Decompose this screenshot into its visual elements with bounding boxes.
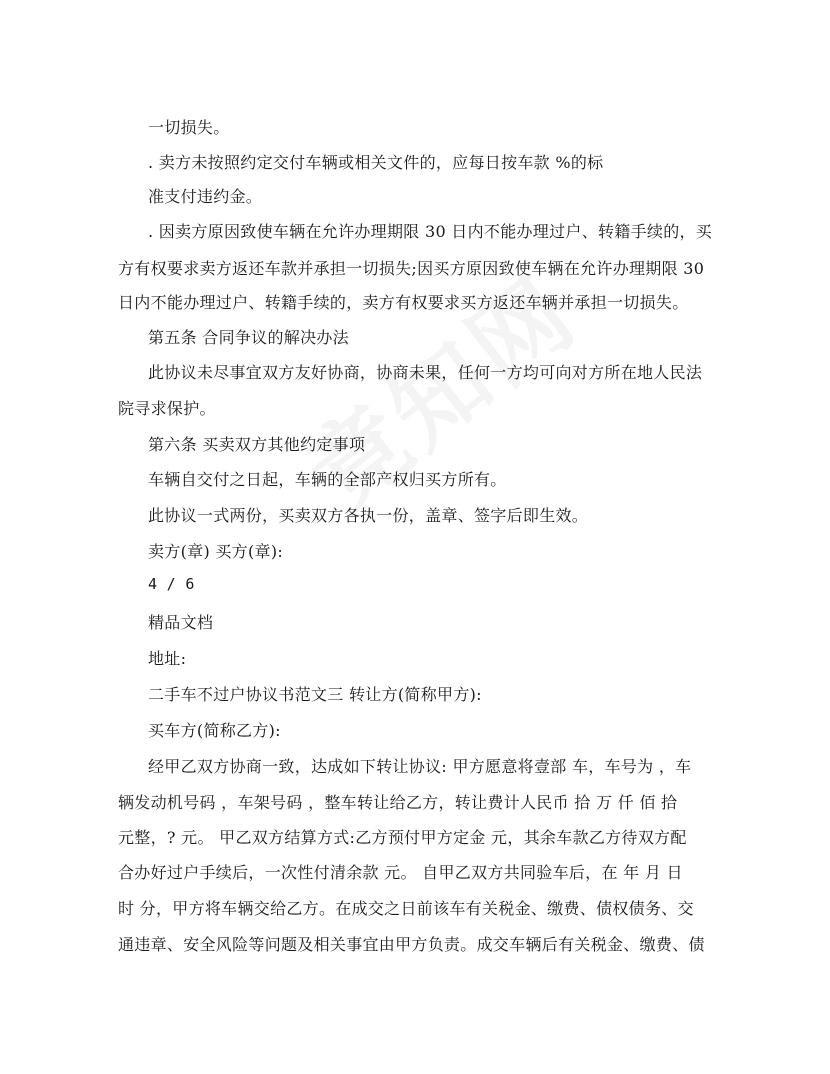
section-heading: 二手车不过户协议书范文三 转让方(简称甲方):: [148, 685, 482, 704]
text-line: 日内不能办理过户、转籍手续的，卖方有权要求买方返还车辆并承担一切损失。: [118, 293, 689, 312]
doc-label: 精品文档: [148, 613, 214, 632]
text-line: 此协议未尽事宜双方友好协商，协商未果，任何一方均可向对方所在地人民法: [148, 363, 703, 382]
text-line: 辆发动机号码 ，车架号码 ，整车转让给乙方，转让费计人民币 拾 万 仟 佰 拾: [118, 793, 678, 812]
signature-line: 卖方(章) 买方(章):: [148, 542, 284, 561]
section-heading: 第六条 买卖双方其他约定事项: [148, 435, 366, 454]
text-line: 买车方(简称乙方):: [148, 721, 281, 740]
text-line: 时 分，甲方将车辆交给乙方。在成交之日前该车有关税金、缴费、债权债务、交: [118, 899, 694, 918]
text-line: 准支付违约金。: [148, 187, 263, 206]
text-line: 车辆自交付之日起，车辆的全部产权归买方所有。: [148, 470, 507, 489]
page-number: 4 / 6: [148, 575, 195, 593]
text-line: 元整，? 元。 甲乙双方结算方式:乙方预付甲方定金 元，其余车款乙方待双方配: [118, 828, 687, 847]
address-label: 地址:: [148, 649, 187, 668]
text-line: 一切损失。: [148, 118, 230, 137]
section-heading: 第五条 合同争议的解决办法: [148, 328, 349, 347]
text-line: 通违章、安全风险等问题及相关事宜由甲方负责。成交车辆后有关税金、缴费、债: [118, 935, 705, 954]
text-line: 经甲乙双方协商一致，达成如下转让协议: 甲方愿意将壹部 车，车号为 ，车: [148, 757, 692, 776]
text-line: 方有权要求卖方返还车款并承担一切损失;因买方原因致使车辆在允许办理期限 30: [118, 259, 705, 278]
text-line: 此协议一式两份，买卖双方各执一份，盖章、签字后即生效。: [148, 506, 589, 525]
text-line: 院寻求保护。: [118, 399, 216, 418]
text-line: . 因卖方原因致使车辆在允许办理期限 30 日内不能办理过户、转籍手续的，买: [148, 222, 713, 241]
text-line: 合办好过户手续后，一次性付清余款 元。 自甲乙双方共同验车后，在 年 月 日: [118, 863, 683, 882]
text-line: . 卖方未按照约定交付车辆或相关文件的，应每日按车款 %的标: [148, 153, 604, 172]
